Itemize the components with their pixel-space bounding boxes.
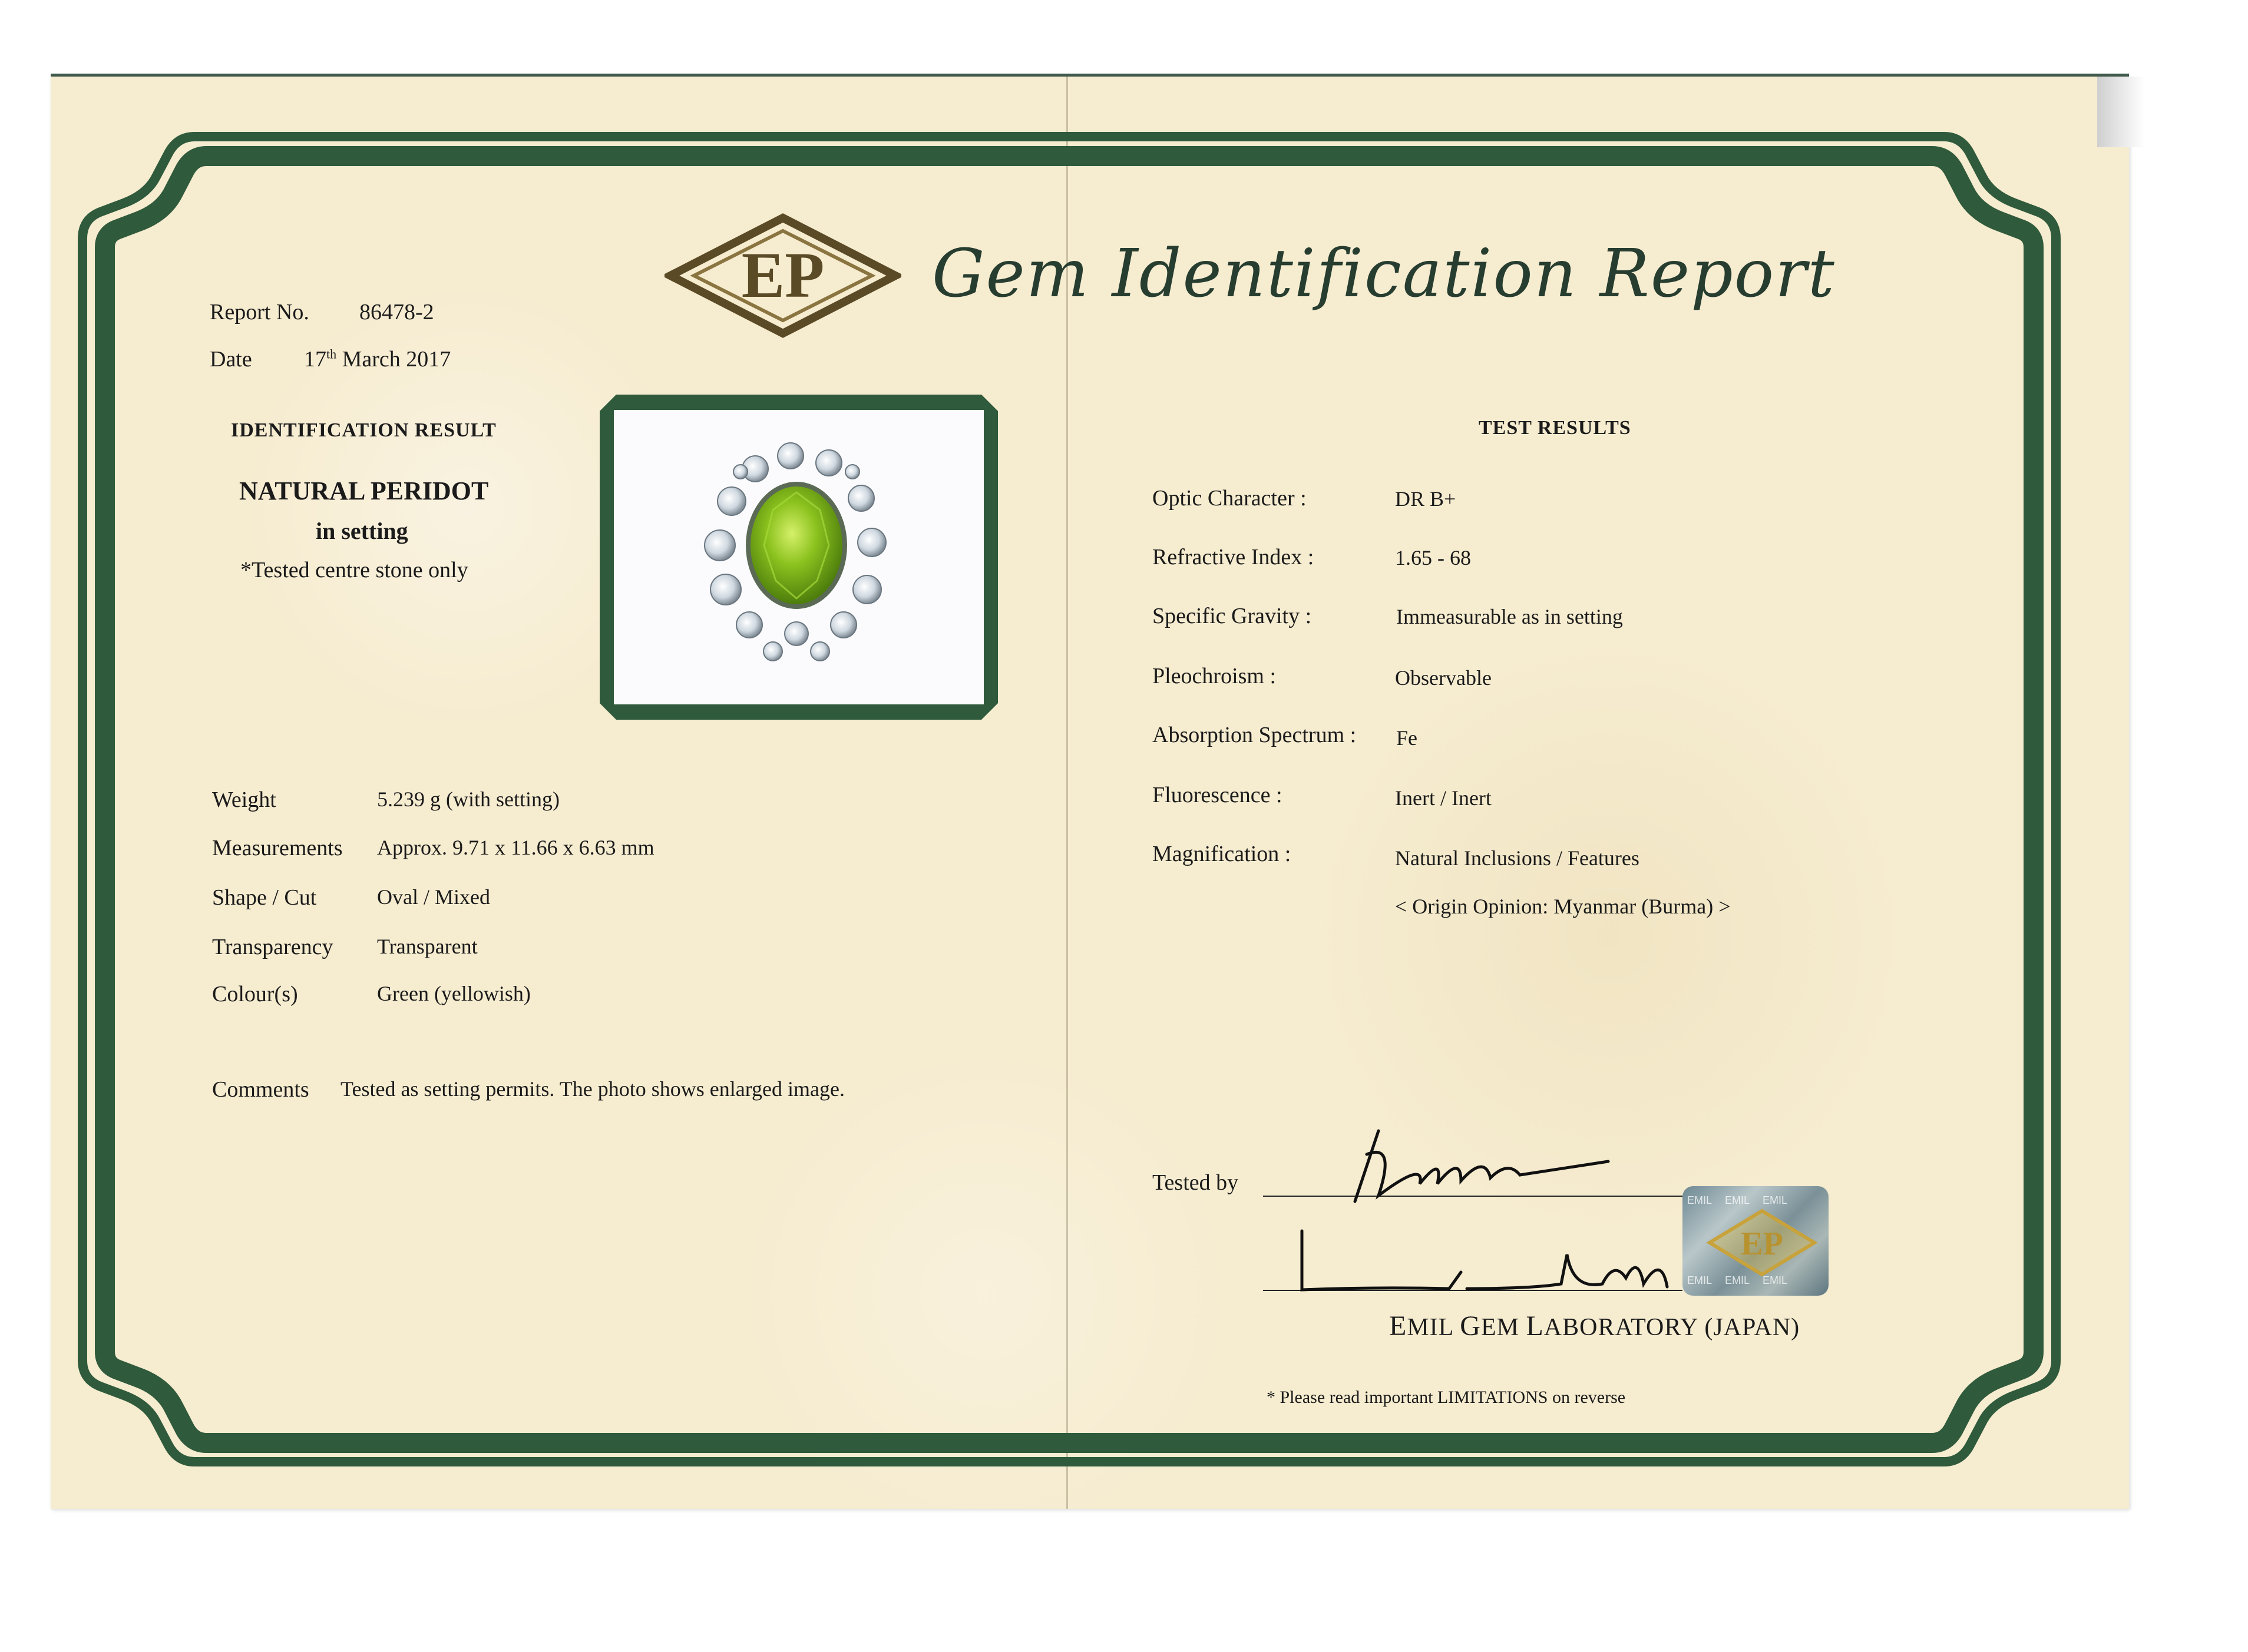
test-label-optic: Optic Character : (1152, 486, 1307, 511)
identification-heading: IDENTIFICATION RESULT (231, 419, 497, 441)
date-value (304, 346, 451, 372)
identification-result: NATURAL PERIDOT (239, 476, 489, 505)
date-label: Date (210, 347, 252, 372)
identification-note: *Tested centre stone only (240, 558, 468, 582)
detail-value-measurements: Approx. 9.71 x 11.66 x 6.63 mm (377, 836, 654, 859)
test-value-magnification: Natural Inclusions / Features (1395, 846, 1639, 870)
date-rest: March 2017 (342, 347, 451, 372)
test-label-fluorescence: Fluorescence : (1152, 783, 1282, 807)
test-value-optic: DR B+ (1395, 487, 1456, 511)
limitations-footnote: * Please read important LIMITATIONS on reverse (1267, 1388, 1626, 1407)
identification-sub: in setting (316, 518, 408, 544)
origin-opinion: < Origin Opinion: Myanmar (Burma) > (1395, 895, 1731, 918)
detail-value-colour: Green (yellowish) (377, 982, 531, 1005)
tester-signature (1343, 1119, 1614, 1207)
test-label-sg: Specific Gravity : (1152, 604, 1312, 628)
scan-shadow (2097, 77, 2144, 147)
test-results-heading: TEST RESULTS (1479, 417, 1631, 439)
test-label-absorption: Absorption Spectrum : (1152, 723, 1357, 747)
report-number-value: 86478-2 (359, 300, 434, 325)
laboratory-name: EMIL GEM LABORATORY (JAPAN) (1389, 1310, 1800, 1342)
detail-label-measurements: Measurements (212, 836, 343, 860)
svg-text:EP: EP (741, 239, 825, 311)
detail-value-transparency: Transparent (377, 935, 478, 958)
svg-text:EP: EP (1741, 1226, 1783, 1262)
date-suffix: th (326, 346, 337, 362)
detail-label-shape: Shape / Cut (212, 885, 317, 910)
test-value-absorption: Fe (1396, 726, 1417, 750)
detail-value-weight: 5.239 g (with setting) (377, 787, 560, 811)
ep-logo-icon (665, 213, 901, 338)
director-signature (1284, 1219, 1685, 1302)
test-value-fluorescence: Inert / Inert (1395, 786, 1492, 810)
hologram-ep-logo-icon (1706, 1207, 1818, 1278)
tested-by-label: Tested by (1152, 1170, 1239, 1195)
test-label-pleochroism: Pleochroism : (1152, 664, 1277, 688)
report-title: Gem Identification Report (932, 236, 1836, 312)
date-day: 17 (304, 347, 326, 372)
detail-label-colour: Colour(s) (212, 982, 298, 1007)
detail-value-shape: Oval / Mixed (377, 885, 490, 909)
test-value-sg: Immeasurable as in setting (1396, 605, 1623, 628)
comments-value: Tested as setting permits. The photo shows enlarged image. (340, 1077, 845, 1101)
report-number-label: Report No. (210, 300, 309, 325)
peridot-ring-icon (614, 410, 984, 704)
test-value-ri: 1.65 - 68 (1395, 546, 1471, 570)
comments-label: Comments (212, 1077, 309, 1102)
test-label-magnification: Magnification : (1152, 842, 1291, 866)
detail-label-weight: Weight (212, 787, 276, 812)
test-value-pleochroism: Observable (1395, 666, 1492, 690)
detail-label-transparency: Transparency (212, 935, 333, 959)
test-label-ri: Refractive Index : (1152, 545, 1314, 570)
emil-hologram-seal: EMIL EMIL EMIL EMIL EMIL EMIL EP (1682, 1186, 1829, 1296)
gem-photo (614, 410, 984, 704)
